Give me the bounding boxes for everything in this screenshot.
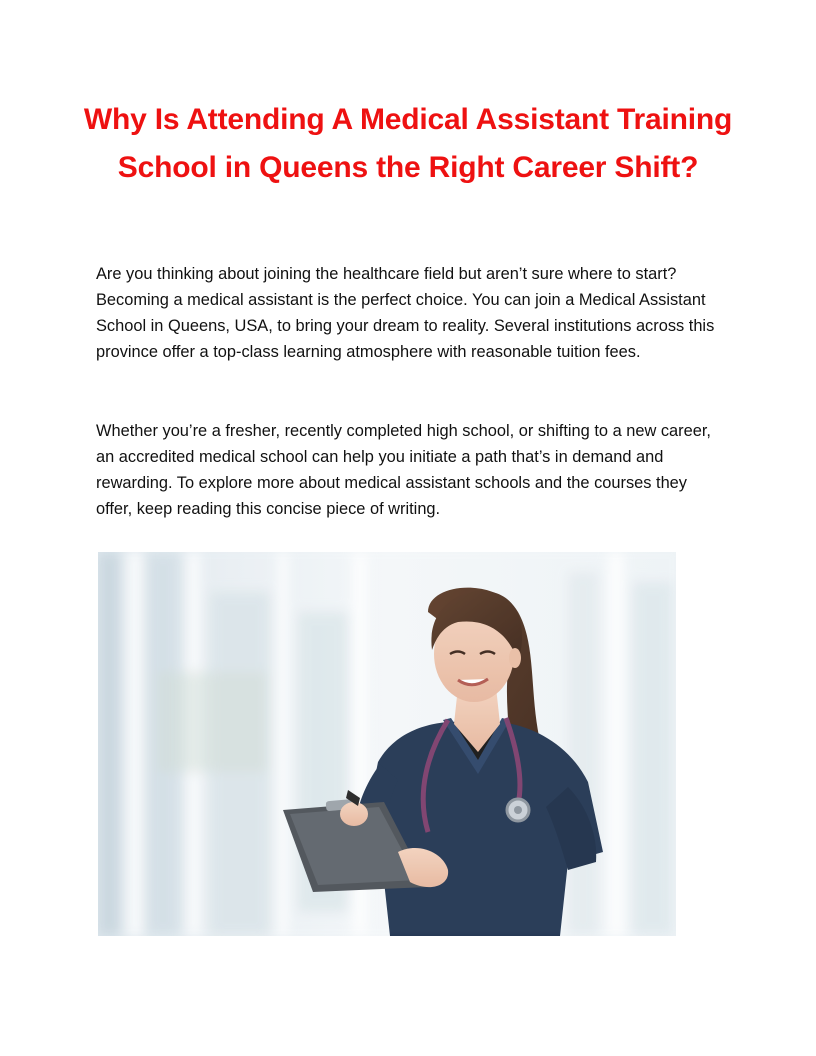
intro-paragraph: Are you thinking about joining the healthcare field but aren’t sure where to start? Becoming a medical assistant is the perfect choice. You can join a Medical Assistant School in Queens, USA, to bring your dream to reality. Several institutions across this province offer a top-class learning atmosphere with reasonable tuition fees.: [96, 265, 715, 361]
second-paragraph: Whether you’re a fresher, recently completed high school, or shifting to a new career, an accredited medical school can help you initiate a path that’s in demand and rewarding. To explore more about medical assistant schools and the courses they offer, keep reading this concise piece of writing.: [96, 422, 711, 518]
medical-assistant-photo: [98, 552, 676, 936]
page-title: Why Is Attending A Medical Assistant Training School in Queens the Right Career Shift?: [83, 103, 733, 184]
